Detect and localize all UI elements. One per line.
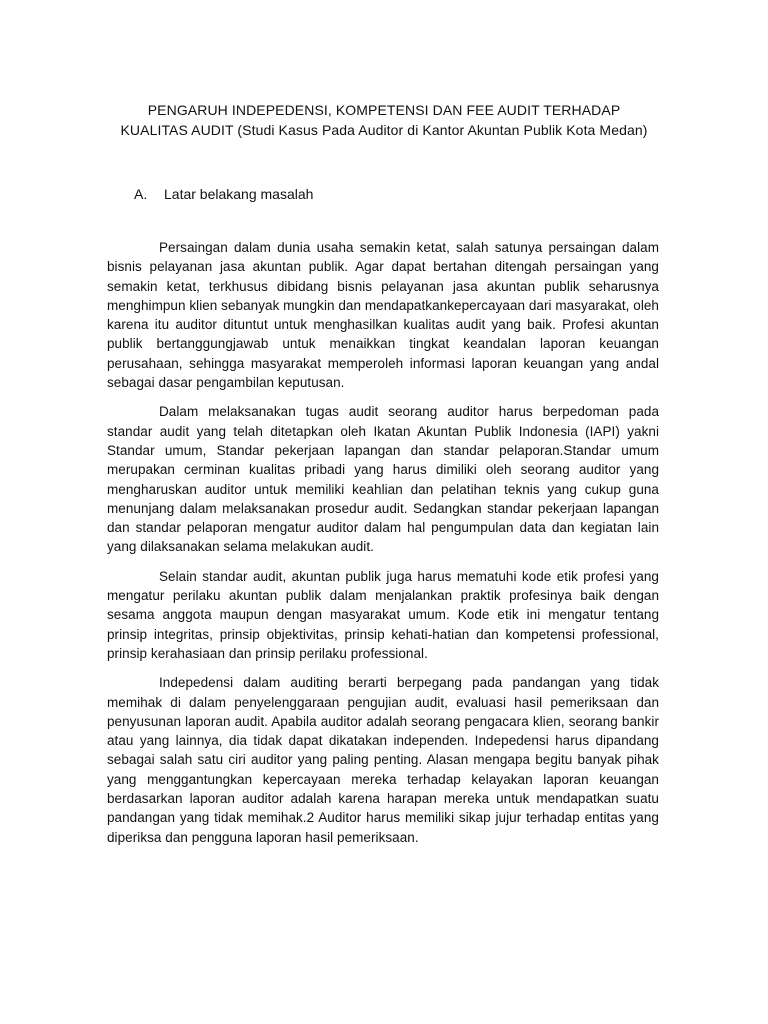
section-heading xyxy=(134,184,313,204)
title-line-1: PENGARUH INDEPEDENSI, KOMPETENSI DAN FEE AUDIT TERHADAP xyxy=(147,102,621,118)
paragraph-1: Persaingan dalam dunia usaha semakin ketat, salah satunya persaingan dalam bisnis pelayanan jasa akuntan publik. Agar dapat bertahan ditengah persaingan yang semakin ketat, terkhusus dibidang bisnis pelayanan jasa akuntan publik seharusnya menghimpun klien sebanyak mungkin dan mendapatkankepercayaan dari masyarakat, oleh karena itu auditor dituntut untuk menghasilkan kualitas audit yang baik. Profesi akuntan publik bertanggungjawab untuk menaikkan tingkat keandalan laporan keuangan perusahaan, sehingga masyarakat memperoleh informasi laporan keuangan yang andal sebagai dasar pengambilan keputusan. xyxy=(107,240,659,391)
body-text xyxy=(107,238,659,857)
title-line-2: KUALITAS AUDIT (Studi Kasus Pada Auditor di Kantor Akuntan Publik Kota Medan) xyxy=(120,122,648,138)
paragraph-4: Indepedensi dalam auditing berarti berpegang pada pandangan yang tidak memihak di dalam penyelenggaraan pengujian audit, evaluasi hasil pemeriksaan dan penyusunan laporan audit. Apabila auditor adalah seorang pengacara klien, seorang bankir atau yang lainnya, dia tidak dapat dikatakan independen. Indepedensi harus dipandang sebagai salah satu ciri auditor yang paling penting. Alasan mengapa begitu banyak pihak yang menggantungkan kepercayaan mereka terhadap kelayakan laporan keuangan berdasarkan laporan auditor adalah karena harapan mereka untuk mendapatkan suatu pandangan yang tidak memihak.2 Auditor harus memiliki sikap jujur terhadap entitas yang diperiksa dan pengguna laporan hasil pemeriksaan. xyxy=(107,675,659,845)
document-title xyxy=(100,100,668,140)
section-number: A. xyxy=(134,186,148,202)
paragraph-3: Selain standar audit, akuntan publik juga harus mematuhi kode etik profesi yang mengatur perilaku akuntan publik dalam menjalankan praktik profesinya baik dengan sesama anggota maupun dengan masyarakat umum. Kode etik ini mengatur tentang prinsip integritas, prinsip objektivitas, prinsip kehati-hatian dan kompetensi professional, prinsip kerahasiaan dan prinsip perilaku professional. xyxy=(107,568,659,661)
paragraph-2: Dalam melaksanakan tugas audit seorang auditor harus berpedoman pada standar audit yang telah ditetapkan oleh Ikatan Akuntan Publik Indonesia (IAPI) yakni Standar umum, Standar pekerjaan lapangan dan standar pelaporan.Standar umum merupakan cerminan kualitas pribadi yang harus dimiliki oleh seorang auditor yang mengharuskan auditor untuk memiliki keahlian dan pelatihan teknis yang cukup guna menunjang dalam melaksanakan prosedur audit. Sedangkan standar pekerjaan lapangan dan standar pelaporan mengatur auditor dalam hal pengumpulan data dan kegiatan lain yang dilaksanakan selama melakukan audit. xyxy=(107,404,659,555)
section-title: Latar belakang masalah xyxy=(164,186,314,202)
